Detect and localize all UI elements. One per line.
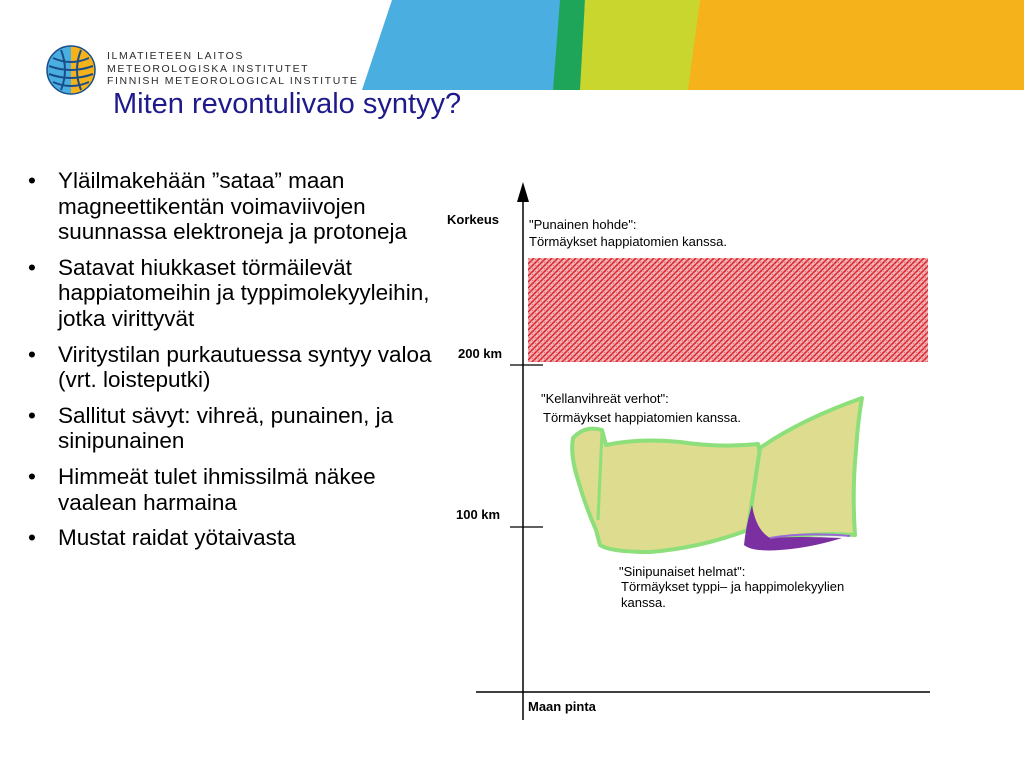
institute-name-fi: ILMATIETEEN LAITOS [107,50,244,62]
bullet-text: Satavat hiukkaset törmäilevät happiatomeihin ja typpimolekyyleihin, jotka virittyvät [58,254,430,331]
red-glow-title: "Punainen hohde": [529,217,637,232]
red-glow-band [528,258,928,362]
red-glow-desc: Törmäykset happiatomien kanssa. [529,234,727,249]
axis-arrow-icon [517,182,529,202]
bullet-text: Himmeät tulet ihmissilmä näkee vaalean harmaina [58,463,376,515]
institute-name-en: FINNISH METEOROLOGICAL INSTITUTE [107,75,359,87]
bullet-symbol: • [28,402,36,428]
green-curtain-title: "Kellanvihreät verhot": [541,391,669,406]
axis-label: Korkeus [447,212,500,227]
purple-fringe-desc-2: kanssa. [621,595,666,610]
bullet-symbol: • [28,525,36,551]
purple-fringe-title: "Sinipunaiset helmat": [619,564,746,579]
bullet-symbol: • [28,254,36,280]
bullet-text: Yläilmakehään ”sataa” maan magneettikentän voimaviivojen suunnassa elektroneja ja protoneja [58,168,407,245]
slide-title: Miten revontulivalo syntyy? [113,88,462,120]
bullet-symbol: • [28,168,36,193]
bullet-symbol: • [28,463,36,489]
ground-label: Maan pinta [528,699,596,714]
tick-200-label: 200 km [458,346,503,361]
green-curtain-desc: Törmäykset happiatomien kanssa. [543,410,741,425]
purple-fringe-desc-1: Törmäykset typpi– ja happimolekyylien [621,579,845,594]
bullet-text: Mustat raidat yötaivasta [58,525,296,551]
institute-name-sv: METEOROLOGISKA INSTITUTET [107,62,310,75]
tick-100-label: 100 km [456,507,501,522]
bullet-symbol: • [28,341,36,367]
bullet-text: Viritystilan purkautuessa syntyy valoa (vrt. loisteputki) [58,341,432,393]
bullet-text: Sallitut sävyt: vihreä, punainen, ja sinipunainen [58,402,394,454]
curtain-right [748,398,862,540]
